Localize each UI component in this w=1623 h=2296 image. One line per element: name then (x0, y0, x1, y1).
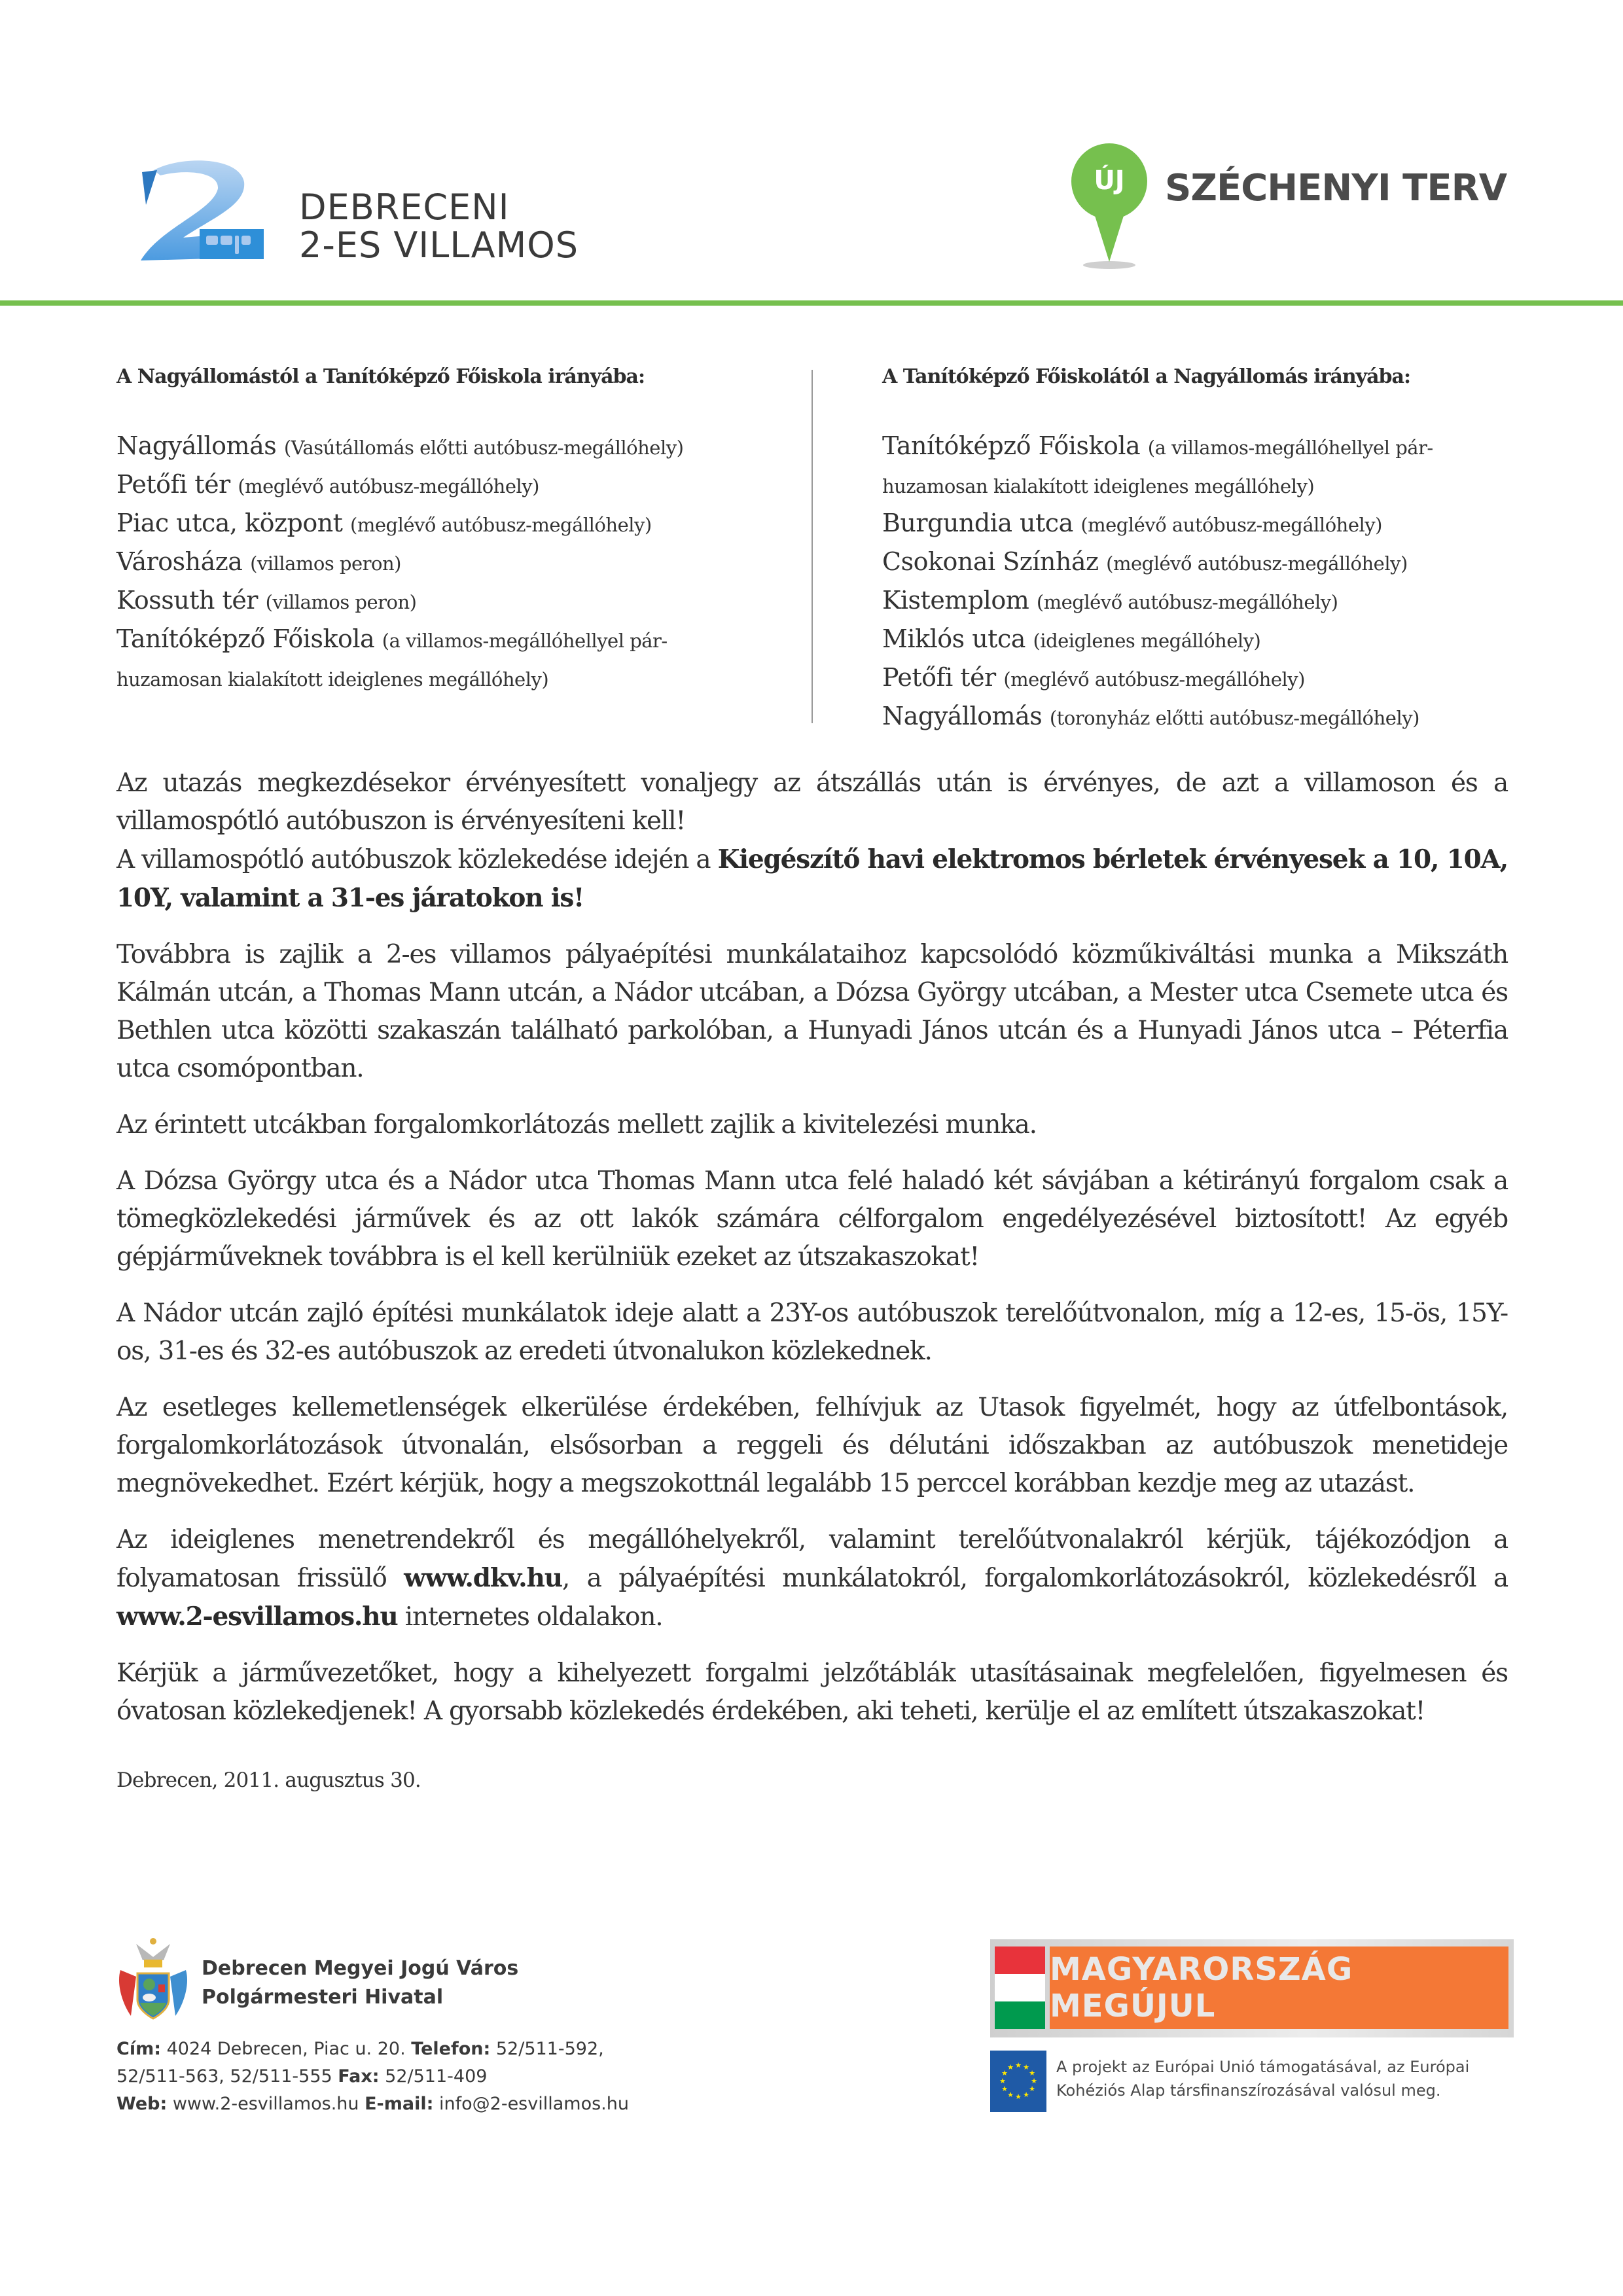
uj-szechenyi-terv-logo (1060, 134, 1518, 278)
tram-number-2-icon (134, 156, 265, 267)
stop-item: Városháza (villamos peron) (116, 547, 401, 576)
info-paragraph: Az ideiglenes menetrendekről és megállóhelyekről, valamint terelőútvonalakról kérjük, tájékozódjon a folyamatosan frissülő www.dkv.hu, a pályaépítési munkálatokról, forgalomkorlátozásokról, közlekedésről a www.2-esvillamos.hu internetes oldalakon. (116, 1525, 1508, 1632)
svg-text:★: ★ (1023, 2063, 1029, 2072)
svg-text:★: ★ (1007, 2063, 1014, 2072)
ticket-paragraph: Az utazás megkezdésekor érvényesített vonaljegy az átszállás után is érvényes, de azt a villamoson és a villamospótló autóbuszon is érvényesíteni kell! A villamospótló autóbuszok közlekedése idején a Kiegészítő havi elektromos bérletek érvényesek a 10, 10A, 10Y, valamint a 31-es járatokon is! (116, 768, 1508, 913)
route-inbound (882, 365, 1510, 736)
bus-routes-paragraph: A Nádor utcán zajló építési munkálatok ideje alatt a 23Y-os autóbuszok terelőútvonalon, míg a 12-es, 15-ös, 15Y-os, 31-es és 32-es autóbuszok az eredeti útvonalukon közlekednek. (116, 1299, 1508, 1366)
magyarorszag-megujul-logo (990, 1939, 1514, 2037)
document-date: Debrecen, 2011. augusztus 30. (116, 1768, 421, 1792)
stop-item: Nagyállomás (Vasútállomás előtti autóbusz-megállóhely) (116, 431, 684, 460)
org-department: Polgármesteri Hivatal (202, 1986, 444, 2009)
stop-item: Burgundia utca (meglévő autóbusz-megállóhely) (882, 509, 1382, 537)
svg-text:★: ★ (1023, 2090, 1029, 2099)
logo-line-1: DEBRECENI (299, 187, 510, 228)
header-divider (0, 300, 1623, 306)
debreceni-villamos-logo (134, 156, 592, 274)
contact-info: Cím: 4024 Debrecen, Piac u. 20. Telefon: 52/511-592, 52/511-563, 52/511-555 Fax: 52/511-409 Web: www.2-esvillamos.hu E-mail: info@2-esvillamos.hu (116, 2039, 629, 2114)
works-paragraph: Továbbra is zajlik a 2-es villamos pályaépítési munkálataihoz kapcsolódó közműkiváltási munka a Mikszáth Kálmán utcán, a Thomas Mann utcán, a Nádor utcában, a Dózsa György utcában, a Mester utca Csemete utca és Bethlen utca közötti szakaszán található parkolóban, a Hunyadi János utcán és a Hunyadi János utca – Péterfia utca csomópontban. (116, 940, 1508, 1083)
notice-body (116, 764, 1508, 1792)
email-link[interactable]: info@2-esvillamos.hu (433, 2094, 629, 2114)
stop-item: Nagyállomás (toronyház előtti autóbusz-megállóhely) (882, 702, 1419, 730)
drivers-paragraph: Kérjük a járművezetőket, hogy a kihelyezett forgalmi jelzőtáblák utasításainak megfelelően, figyelmesen és óvatosan közlekedjenek! A gyorsabb közlekedés érdekében, aki teheti, kerülje el az említett útszakaszokat! (116, 1659, 1508, 1726)
svg-text:★: ★ (1031, 2077, 1037, 2085)
svg-text:★: ★ (1015, 2061, 1022, 2070)
svg-text:★: ★ (1015, 2092, 1022, 2101)
uj-badge: ÚJ (1094, 166, 1125, 196)
route-title-inbound: A Tanítóképző Főiskolától a Nagyállomás irányába: (882, 365, 1411, 388)
szechenyi-terv-text: SZÉCHENYI TERV (1165, 167, 1507, 209)
traffic-paragraph: A Dózsa György utca és a Nádor utca Thomas Mann utca felé haladó két sávjában a kétirányú forgalom csak a tömegközlekedési járművek és az ott lakók számára célforgalom engedélyezésével biztosított! Az egyéb gépjárműveknek továbbra is el kell kerülniük ezeket az útszakaszokat! (116, 1166, 1508, 1272)
map-pin-icon (1067, 141, 1152, 272)
eu-funding-note: A projekt az Európai Unió támogatásával, az Európai Kohéziós Alap társfinanszírozásával valósul meg. (1056, 2058, 1470, 2100)
route-outbound (116, 365, 745, 698)
stop-item: Tanítóképző Főiskola (a villamos-megállóhellyel pár-huzamosan kialakított ideiglenes megállóhely) (116, 624, 668, 691)
route-title-outbound: A Nagyállomástól a Tanítóképző Főiskola irányába: (116, 365, 645, 388)
mm-banner-text: MAGYARORSZÁG MEGÚJUL (1050, 1951, 1353, 2024)
svg-text:★: ★ (1007, 2090, 1014, 2099)
stop-item: Miklós utca (ideiglenes megállóhely) (882, 624, 1261, 653)
restriction-paragraph: Az érintett utcákban forgalomkorlátozás mellett zajlik a kivitelezési munka. (116, 1110, 1037, 1139)
svg-text:★: ★ (1001, 2069, 1008, 2077)
villamos-link[interactable]: www.2-esvillamos.hu (116, 1602, 398, 1632)
stop-item: Csokonai Színház (meglévő autóbusz-megállóhely) (882, 547, 1408, 576)
stop-item: Tanítóképző Főiskola (a villamos-megállóhellyel pár-huzamosan kialakított ideiglenes megállóhely) (882, 431, 1433, 497)
stop-item: Kossuth tér (villamos peron) (116, 586, 417, 615)
stop-item: Petőfi tér (meglévő autóbusz-megállóhely) (882, 663, 1305, 692)
hungarian-flag-icon (995, 1946, 1045, 2029)
delay-paragraph: Az esetleges kellemetlenségek elkerülése érdekében, felhívjuk az Utasok figyelmét, hogy az útfelbontások, forgalomkorlátozások útvonalán, elsősorban a reggeli és délutáni időszakban az autóbuszok menetideje megnövekedhet. Ezért kérjük, hogy a megszokottnál legalább 15 perccel korábban kezdje meg az utazást. (116, 1393, 1508, 1498)
stop-item: Piac utca, központ (meglévő autóbusz-megállóhely) (116, 509, 652, 537)
svg-text:★: ★ (1029, 2069, 1035, 2077)
eu-flag-icon (990, 2051, 1046, 2112)
svg-text:★: ★ (1029, 2085, 1035, 2093)
debrecen-coat-of-arms-icon (116, 1937, 190, 2022)
stop-item: Kistemplom (meglévő autóbusz-megállóhely) (882, 586, 1338, 615)
svg-text:★: ★ (1001, 2085, 1008, 2093)
web-link[interactable]: www.2-esvillamos.hu (167, 2094, 365, 2114)
dkv-link[interactable]: www.dkv.hu (404, 1563, 562, 1593)
pass-validity-highlight: Kiegészítő havi elektromos bérletek érvényesek a 10, 10A, 10Y, valamint a 31-es járatokon is! (116, 844, 1508, 913)
svg-text:★: ★ (999, 2077, 1006, 2085)
column-divider (812, 370, 813, 723)
stop-item: Petőfi tér (meglévő autóbusz-megállóhely) (116, 470, 539, 499)
logo-line-2: 2-ES VILLAMOS (299, 224, 579, 266)
org-name: Debrecen Megyei Jogú Város (202, 1957, 519, 1980)
